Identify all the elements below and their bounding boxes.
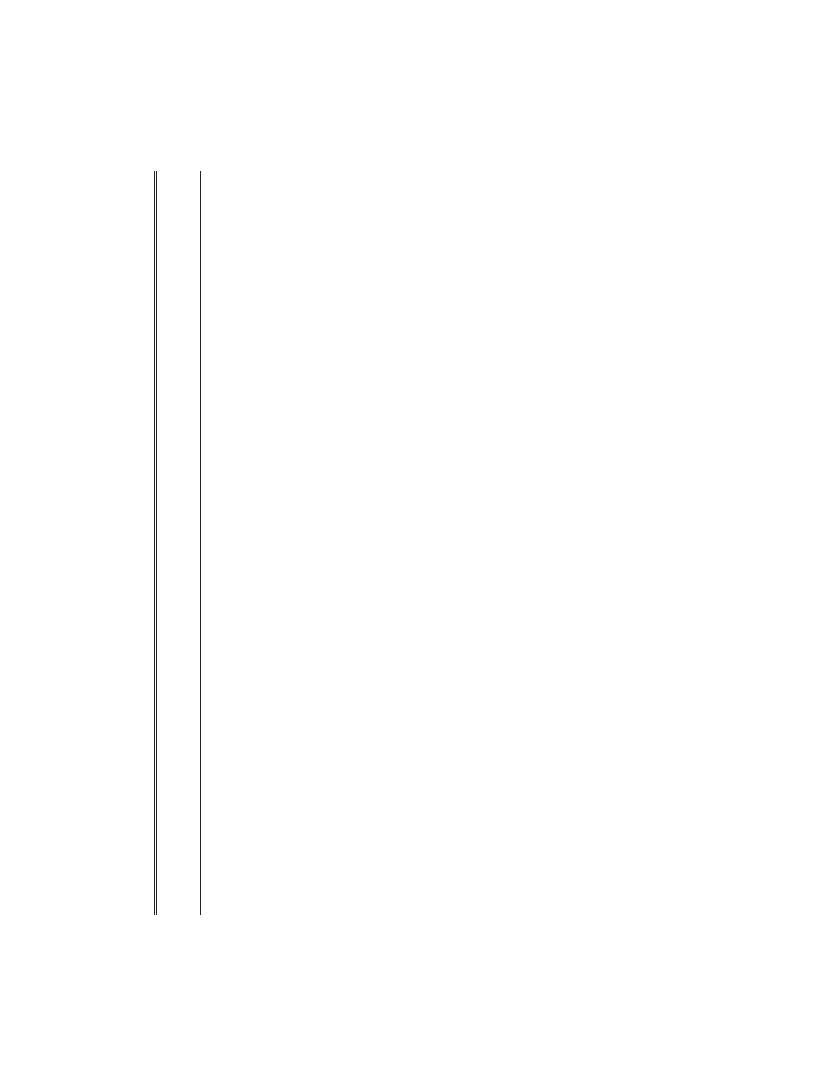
header-rule <box>200 171 201 915</box>
top-rule-double <box>156 171 157 915</box>
top-rule <box>154 171 155 915</box>
